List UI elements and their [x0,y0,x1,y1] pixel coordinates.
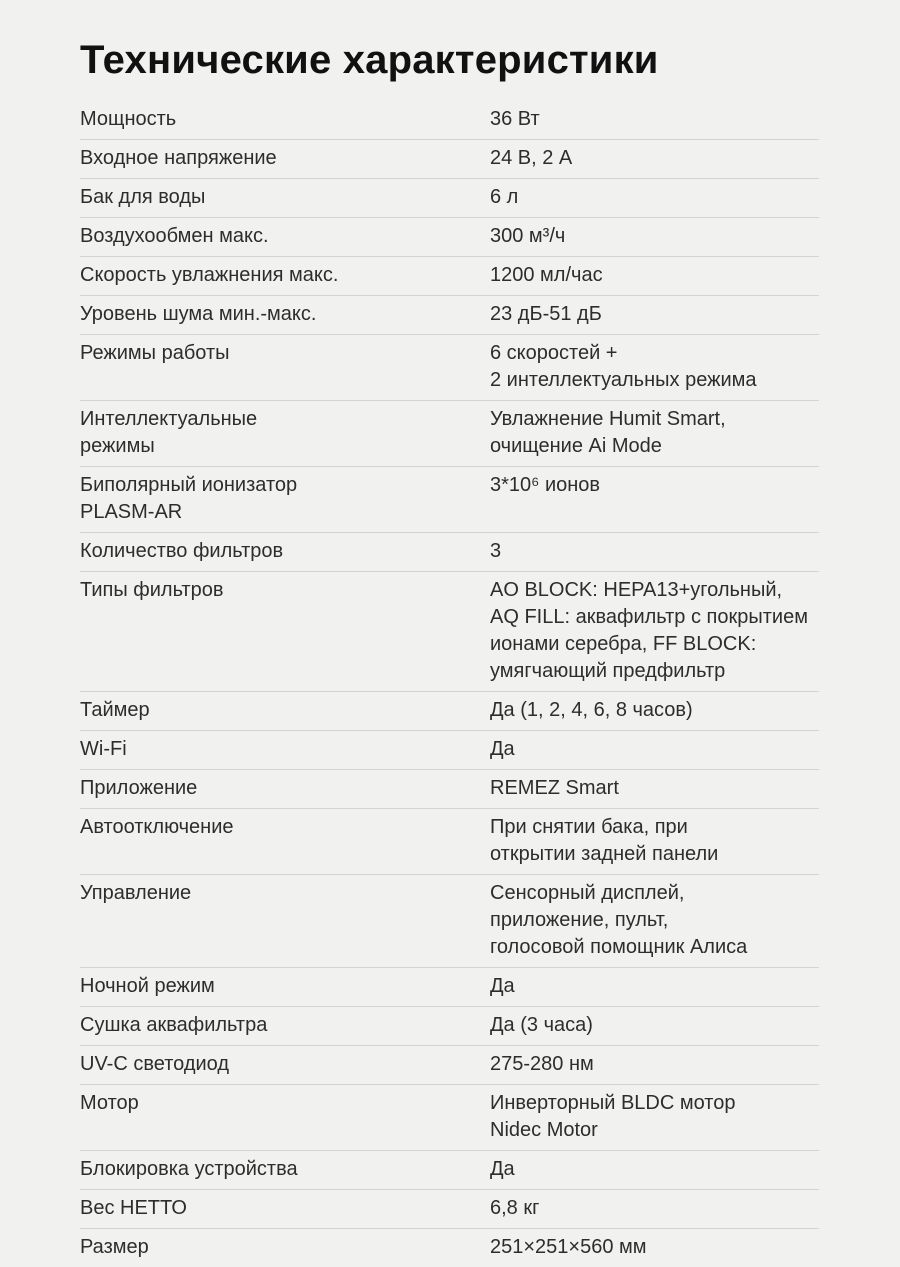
spec-row [80,1151,819,1190]
spec-name: Wi-Fi [80,738,127,760]
spec-name: Бак для воды [80,186,206,208]
spec-name: Воздухообмен макс. [80,225,269,247]
spec-value: 251×251×560 мм [490,1236,647,1258]
spec-name: Входное напряжение [80,147,277,169]
spec-name: Скорость увлажнения макс. [80,264,339,286]
spec-value: Увлажнение Humit Smart, очищение Ai Mode [490,408,726,457]
spec-name: Биполярный ионизатор PLASM-AR [80,474,298,523]
spec-name: Мотор [80,1092,139,1114]
spec-value: 36 Вт [490,108,540,130]
spec-value: 6 л [490,186,519,208]
spec-value: 6,8 кг [490,1197,540,1219]
spec-value: 23 дБ-51 дБ [490,303,602,325]
spec-name: Управление [80,882,192,904]
spec-value: 3 [490,540,502,562]
spec-value: Да (3 часа) [490,1014,593,1036]
spec-row [80,296,819,335]
spec-row [80,1046,819,1085]
spec-name: Блокировка устройства [80,1158,298,1180]
spec-value: При снятии бака, при открытии задней панели [490,816,719,865]
spec-row [80,467,819,533]
spec-row [80,1190,819,1229]
spec-name: Вес НЕТТО [80,1197,187,1219]
spec-name: Приложение [80,777,198,799]
spec-row [80,731,819,770]
spec-value: 24 В, 2 А [490,147,573,169]
spec-value: Да (1, 2, 4, 6, 8 часов) [490,699,693,721]
spec-name: Количество фильтров [80,540,284,562]
spec-row [80,1007,819,1046]
spec-row [80,401,819,467]
spec-row [80,101,819,140]
spec-name: Режимы работы [80,342,230,364]
spec-value: Сенсорный дисплей, приложение, пульт, голосовой помощник Алиса [490,882,748,958]
spec-value: Да [490,738,515,760]
spec-row [80,533,819,572]
specs-table [80,101,819,1267]
spec-value: REMEZ Smart [490,777,619,799]
spec-value: Да [490,1158,515,1180]
spec-name: UV-C светодиод [80,1053,230,1075]
page-title: Технические характеристики [80,38,659,82]
spec-row [80,257,819,296]
spec-row [80,218,819,257]
spec-row [80,179,819,218]
spec-value: 1200 мл/час [490,264,603,286]
spec-name: Мощность [80,108,177,130]
spec-name: Таймер [80,699,150,721]
spec-row [80,875,819,968]
spec-row [80,335,819,401]
spec-value: Да [490,975,515,997]
spec-row [80,1229,819,1267]
spec-name: Ночной режим [80,975,215,997]
spec-name: Интеллектуальные режимы [80,408,258,457]
spec-value: 275-280 нм [490,1053,594,1075]
spec-value: 300 м³/ч [490,225,566,247]
spec-row [80,1085,819,1151]
spec-row [80,968,819,1007]
spec-row [80,692,819,731]
spec-name: Сушка аквафильтра [80,1014,268,1036]
spec-row [80,770,819,809]
spec-row [80,140,819,179]
spec-value: Инверторный BLDC мотор Nidec Motor [490,1092,736,1141]
spec-name: Размер [80,1236,149,1258]
spec-value: 6 скоростей + 2 интеллектуальных режима [490,342,757,391]
spec-value: 3*10⁶ ионов [490,474,601,496]
spec-row [80,809,819,875]
spec-name: Уровень шума мин.-макс. [80,303,317,325]
spec-name: Типы фильтров [80,579,224,601]
spec-name: Автоотключение [80,816,234,838]
spec-row [80,572,819,692]
spec-value: AO BLOCK: HEPA13+угольный, AQ FILL: аквафильтр с покрытием ионами серебра, FF BLOCK: умягчающий предфильтр [490,579,808,682]
